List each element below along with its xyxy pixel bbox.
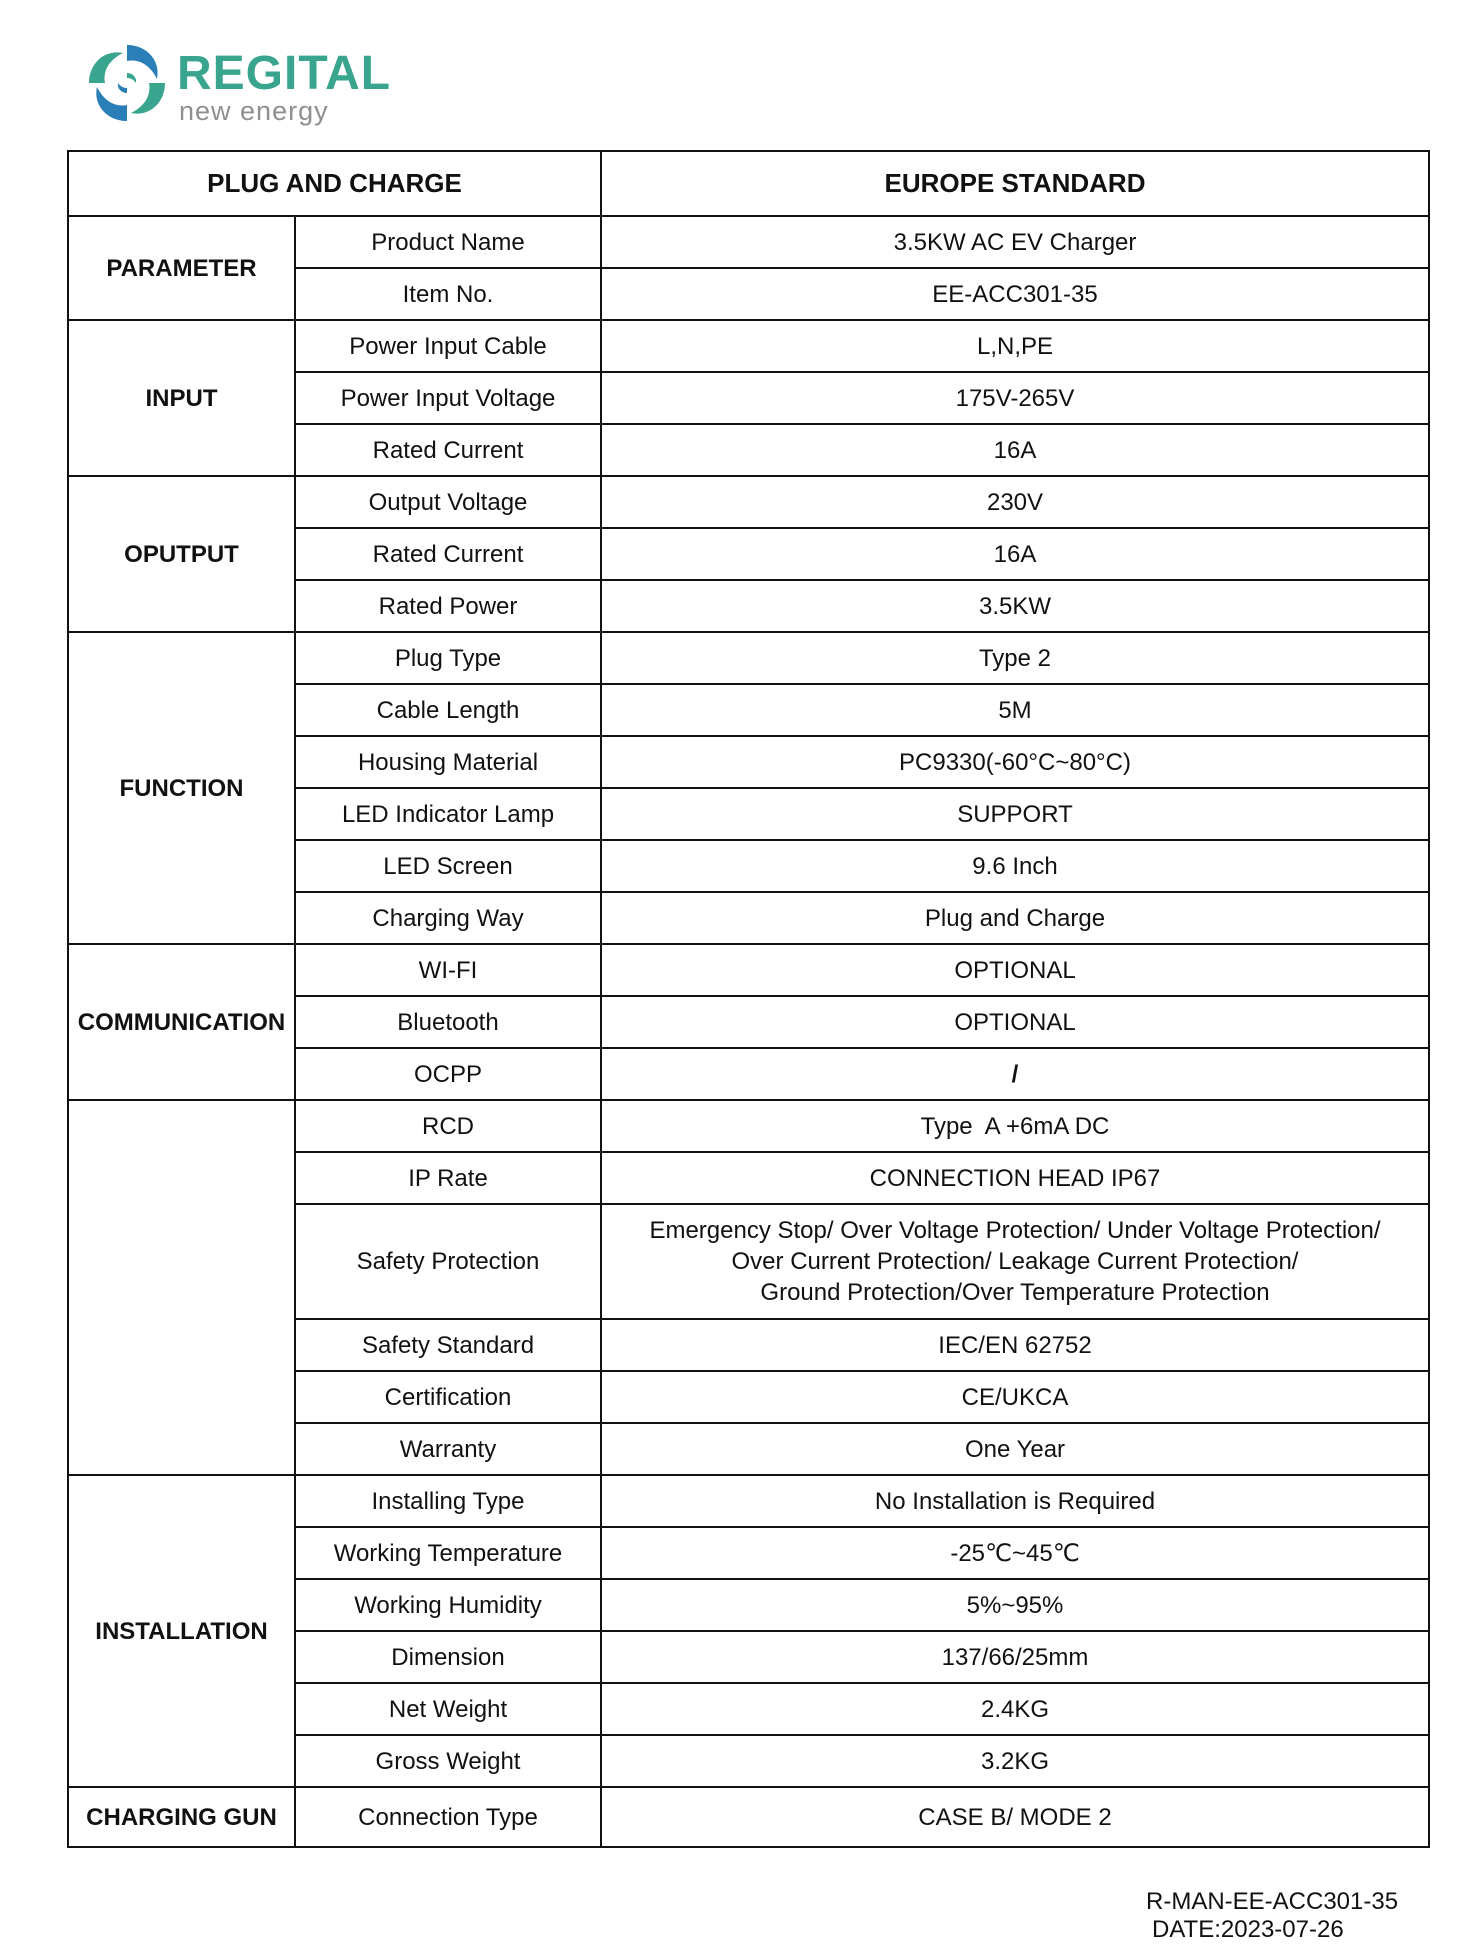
row-value: One Year <box>601 1423 1429 1475</box>
row-value: 16A <box>601 424 1429 476</box>
row-label: Connection Type <box>295 1787 601 1847</box>
row-label: Working Humidity <box>295 1579 601 1631</box>
row-label: Item No. <box>295 268 601 320</box>
spec-table <box>67 150 1430 1848</box>
row-value: Plug and Charge <box>601 892 1429 944</box>
row-label: RCD <box>295 1100 601 1152</box>
row-value: Type A +6mA DC <box>601 1100 1429 1152</box>
table-row <box>68 632 1429 684</box>
row-value: EE-ACC301-35 <box>601 268 1429 320</box>
row-value: -25℃~45℃ <box>601 1527 1429 1579</box>
group-label-empty <box>68 1100 295 1475</box>
row-value: L,N,PE <box>601 320 1429 372</box>
group-label: OPUTPUT <box>68 476 295 632</box>
row-value: CASE B/ MODE 2 <box>601 1787 1429 1847</box>
row-value: 3.2KG <box>601 1735 1429 1787</box>
row-value: / <box>601 1048 1429 1100</box>
table-row <box>68 320 1429 372</box>
row-label: Rated Current <box>295 528 601 580</box>
row-value: Type 2 <box>601 632 1429 684</box>
row-label: Rated Current <box>295 424 601 476</box>
row-label: Plug Type <box>295 632 601 684</box>
row-label: IP Rate <box>295 1152 601 1204</box>
table-row <box>68 1100 1429 1152</box>
row-label: Product Name <box>295 216 601 268</box>
row-value-multiline <box>601 1204 1429 1319</box>
value-line: Ground Protection/Over Temperature Protection <box>760 1279 1270 1306</box>
row-value: 3.5KW AC EV Charger <box>601 216 1429 268</box>
row-value: PC9330(-60°C~80°C) <box>601 736 1429 788</box>
row-label: Rated Power <box>295 580 601 632</box>
row-value: No Installation is Required <box>601 1475 1429 1527</box>
row-label: Cable Length <box>295 684 601 736</box>
row-label: Power Input Voltage <box>295 372 601 424</box>
row-label: Net Weight <box>295 1683 601 1735</box>
row-value: SUPPORT <box>601 788 1429 840</box>
group-label: FUNCTION <box>68 632 295 944</box>
row-label: Output Voltage <box>295 476 601 528</box>
row-value: 3.5KW <box>601 580 1429 632</box>
header-plug-and-charge: PLUG AND CHARGE <box>68 151 601 216</box>
logo-tagline: new energy <box>179 96 329 126</box>
row-value: 2.4KG <box>601 1683 1429 1735</box>
row-value: OPTIONAL <box>601 996 1429 1048</box>
value-line: Emergency Stop/ Over Voltage Protection/ Under Voltage Protection/ <box>649 1217 1381 1244</box>
row-label: Gross Weight <box>295 1735 601 1787</box>
group-label: CHARGING GUN <box>68 1787 295 1847</box>
table-header-row <box>68 151 1429 216</box>
table-row <box>68 944 1429 996</box>
row-label: Housing Material <box>295 736 601 788</box>
table-row <box>68 476 1429 528</box>
row-label: Installing Type <box>295 1475 601 1527</box>
document-date: DATE:2023-07-26 <box>1152 1916 1344 1943</box>
row-label: Bluetooth <box>295 996 601 1048</box>
row-value: CE/UKCA <box>601 1371 1429 1423</box>
logo-swirl-icon <box>82 38 172 128</box>
row-value: 5M <box>601 684 1429 736</box>
row-value: 137/66/25mm <box>601 1631 1429 1683</box>
row-label: Dimension <box>295 1631 601 1683</box>
table-row <box>68 216 1429 268</box>
header-europe-standard: EUROPE STANDARD <box>601 151 1429 216</box>
value-line: Over Current Protection/ Leakage Current Protection/ <box>731 1248 1299 1275</box>
row-value: 5%~95% <box>601 1579 1429 1631</box>
row-label: Safety Protection <box>295 1204 601 1319</box>
logo-wordmark: REGITAL <box>177 47 392 100</box>
group-label: INSTALLATION <box>68 1475 295 1787</box>
group-label: COMMUNICATION <box>68 944 295 1100</box>
document-number: R-MAN-EE-ACC301-35 <box>1146 1888 1399 1915</box>
row-label: OCPP <box>295 1048 601 1100</box>
row-label: Safety Standard <box>295 1319 601 1371</box>
row-value: 230V <box>601 476 1429 528</box>
group-label: INPUT <box>68 320 295 476</box>
row-label: Certification <box>295 1371 601 1423</box>
table-row <box>68 1475 1429 1527</box>
row-label: LED Indicator Lamp <box>295 788 601 840</box>
row-value: 175V-265V <box>601 372 1429 424</box>
row-label: Warranty <box>295 1423 601 1475</box>
group-label: PARAMETER <box>68 216 295 320</box>
document-footer <box>1100 1888 1430 1944</box>
table-row <box>68 1787 1429 1847</box>
row-value: CONNECTION HEAD IP67 <box>601 1152 1429 1204</box>
row-value: 16A <box>601 528 1429 580</box>
row-label: WI-FI <box>295 944 601 996</box>
row-label: Power Input Cable <box>295 320 601 372</box>
row-label: LED Screen <box>295 840 601 892</box>
row-value: IEC/EN 62752 <box>601 1319 1429 1371</box>
brand-logo <box>82 38 402 138</box>
row-label: Charging Way <box>295 892 601 944</box>
row-value: OPTIONAL <box>601 944 1429 996</box>
row-label: Working Temperature <box>295 1527 601 1579</box>
row-value: 9.6 Inch <box>601 840 1429 892</box>
